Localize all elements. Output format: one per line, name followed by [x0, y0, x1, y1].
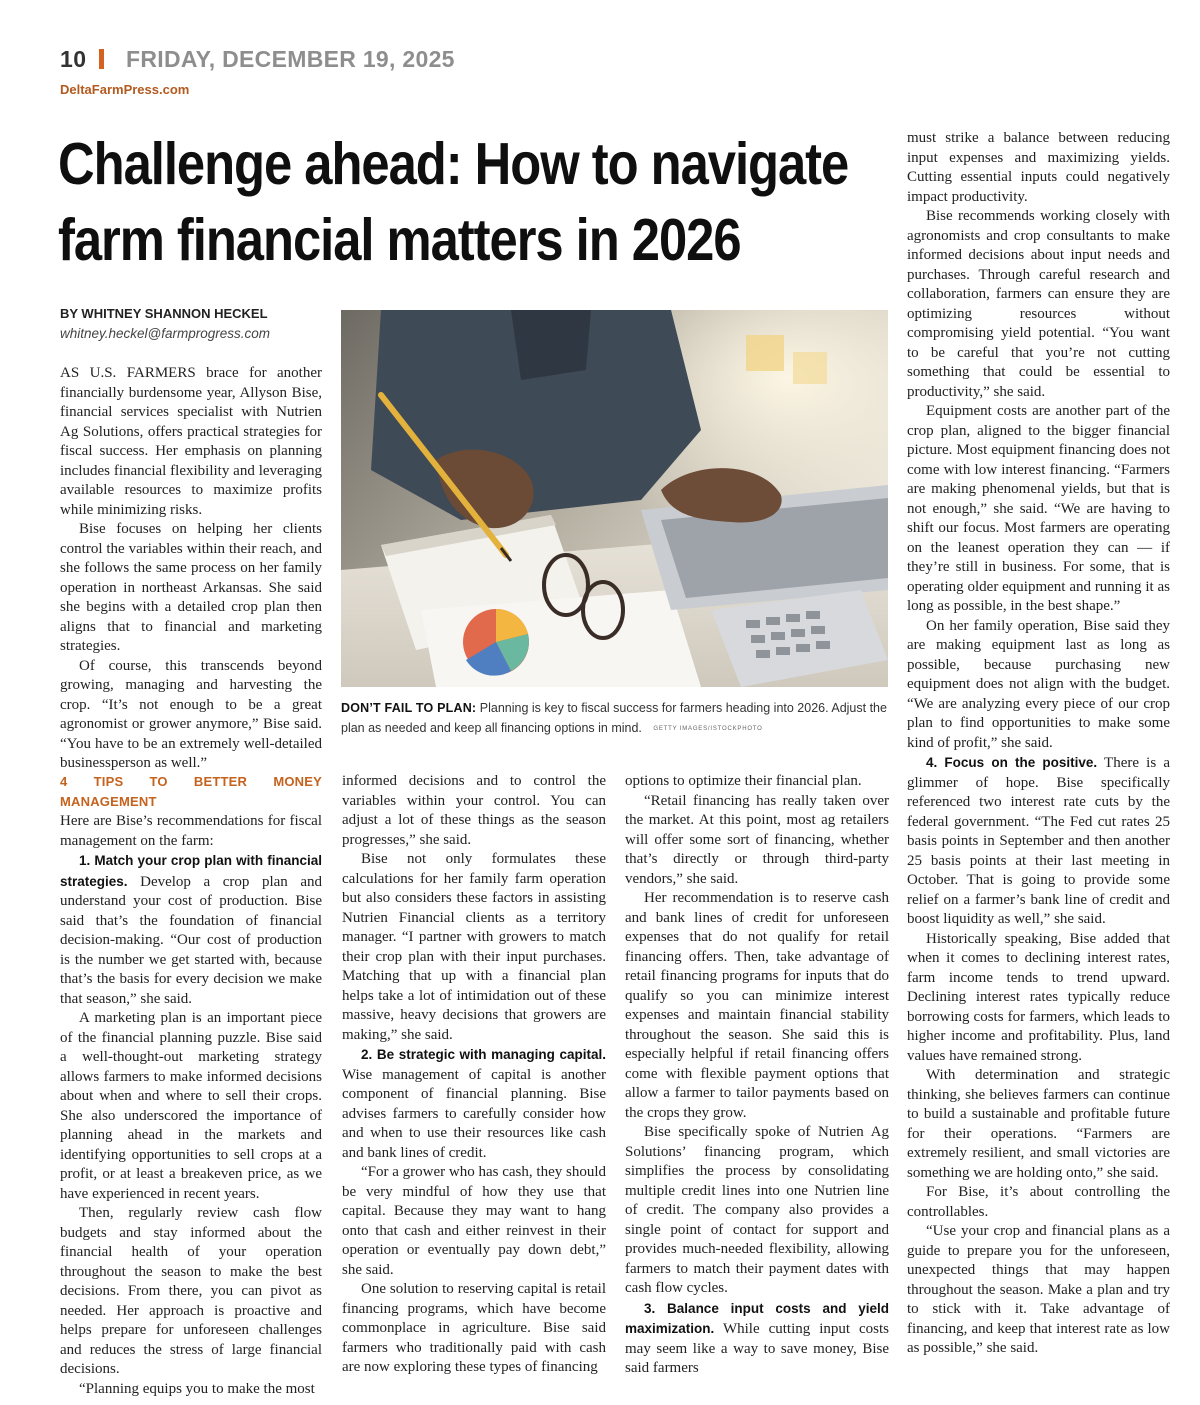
photo-credit: GETTY IMAGES/ISTOCKPHOTO	[653, 725, 763, 732]
headline: Challenge ahead: How to navigate farm financial matters in 2026	[58, 131, 849, 273]
photo-caption	[341, 698, 889, 739]
tip-2-heading: 2. Be strategic with managing capital.	[361, 1047, 606, 1062]
tip-4-text: There is a glimmer of hope. Bise specifically referenced two interest rate cuts by the federal government. “The Fed cut rates 25 basis points in September and then another 25 basis points at their last meeting in October. That is going to provide some relief on a farmer’s bank line of credit and boost liquidity as well,” she said.	[907, 755, 1170, 927]
paragraph: On her family operation, Bise said they are making equipment last as long as possible, because purchasing new equipment does not align with the budget. “We are analyzing every piece of our crop plan to find opportunities to make some kind of profit,” she said.	[907, 617, 1170, 751]
paragraph: For Bise, it’s about controlling the controllables.	[907, 1184, 1170, 1220]
paragraph: Of course, this transcends beyond growing, managing and harvesting the crop. “It’s not enough to be a great agronomist or grower anymore,” Bise said. “You have to be an extremely well-detailed businessperson as well.”	[60, 657, 322, 771]
paragraph: With determination and strategic thinking, she believes farmers can continue to build a sustainable and profitable future for their operations. “Farmers are extremely resilient, and small victories are something we are holding onto,” she said.	[907, 1067, 1170, 1181]
paragraph: informed decisions and to control the variables within your control. You can adjust a lot of these things as the season progresses,” she said.	[342, 773, 606, 848]
tip-2-text: Wise management of capital is another component of financial planning. Bise advises farmers to carefully consider how and when to use their resources like cash and bank lines of credit.	[342, 1066, 606, 1161]
paragraph: Bise specifically spoke of Nutrien Ag Solutions’ financing program, which simplifies the process by consolidating multiple credit lines into one Nutrien line of credit. The company also provides a single point of contact for support and provides much-needed flexibility, allowing farmers to match their payment dates with cash flow cycles.	[625, 1124, 889, 1296]
tip-3-text: While cutting input costs may seem like a way to save money, Bise said farmers	[625, 1321, 889, 1376]
page-number: 10	[60, 46, 87, 72]
paragraph: Historically speaking, Bise added that when it comes to declining interest rates, farm income tends to trend upward. Declining interest rates typically reduce borrowing costs for farmers, which leads to higher income and profitability. Plus, land values have remained strong.	[907, 930, 1170, 1064]
paragraph: “Retail financing has really taken over the market. At this point, most ag retailers will offer some sort of financing, whether that’s directly or through third-party vendors,” she said.	[625, 792, 889, 887]
article-intro	[60, 364, 322, 774]
caption-text: Planning is key to fiscal success for farmers heading into 2026. Adjust the plan as needed and keep all financing options in mind.	[341, 701, 887, 735]
byline-author: BY WHITNEY SHANNON HECKEL	[60, 306, 268, 321]
paragraph: “For a grower who has cash, they should be very mindful of how they use that capital. Because they may want to hang onto that cash and either reinvest in their operation or eventually pay down debt,” she said.	[342, 1164, 606, 1278]
tip-paragraph	[342, 1045, 606, 1163]
site-url[interactable]: DeltaFarmPress.com	[60, 82, 190, 97]
paragraph: A marketing plan is an important piece of the financial planning puzzle. Bise said a well-thought-out marketing strategy allows farmers to make informed decisions about when and where to sell their crops. She also underscored the importance of planning ahead in the markets and identifying opportunities to sell crops at a profit, or at least a breakeven price, as we have experienced in recent years.	[60, 1010, 322, 1202]
article-photo	[341, 310, 888, 687]
byline-email[interactable]: whitney.heckel@farmprogress.com	[60, 326, 271, 341]
article-column-3	[625, 772, 889, 1379]
tip-1-text: Develop a crop plan and understand your cost of production. Bise said that’s the foundation of financial decision-making. “Our cost of production is the number we get started with, because that’s the basis for every decision we make that season,” she said.	[60, 873, 322, 1007]
caption-lead: DON’T FAIL TO PLAN:	[341, 701, 477, 715]
tip-paragraph	[625, 1299, 889, 1379]
paragraph: Bise recommends working closely with agronomists and crop consultants to make informed decisions about input needs and purchases. Through careful research and collaboration, farmers can ensure they are optimizing resources without compromising yield potential. “You want to be careful that you’re not cutting something that could be essential to productivity,” she said.	[907, 208, 1170, 400]
tip-1-heading: 1. Match your crop plan with financial strategies.	[60, 853, 322, 889]
paragraph: One solution to reserving capital is retail financing programs, which have become commonplace in agriculture. Bise said farmers who traditionally paid with cash are now exploring these types of financing	[342, 1281, 606, 1375]
paragraph: Bise not only formulates these calculations for her family farm operation but also considers these factors in assisting Nutrien Financial clients as a territory manager. “I partner with growers to match their crop plan with their input purchases. Matching that up with a financial plan helps take a lot of intimidation out of these massive, heavy decisions that growers are making,” she said.	[342, 851, 606, 1043]
tip-paragraph	[60, 851, 322, 1009]
tip-paragraph	[907, 753, 1170, 930]
tip-3-heading: 3. Balance input costs and yield maximization.	[625, 1300, 889, 1336]
paragraph: Then, regularly review cash flow budgets and stay informed about the financial health of your operation throughout the season to make the best decisions. From there, you can pivot as needed. Her approach is proactive and helps prepare for unforeseen challenges and reduces the stress of large financial decisions.	[60, 1205, 322, 1377]
article-column-4	[907, 129, 1170, 1359]
paragraph: AS U.S. FARMERS brace for another financially burdensome year, Allyson Bise, financial services specialist with Nutrien Ag Solutions, offers practical strategies for fiscal success. Her emphasis on planning includes financial flexibility and leveraging available resources to maximize profits while minimizing risks.	[60, 365, 322, 518]
paragraph: must strike a balance between reducing input expenses and maximizing yields. Cutting essential inputs could negatively impact productivity.	[907, 130, 1170, 205]
article-column-1	[60, 772, 322, 1399]
paragraph: Here are Bise’s recommendations for fiscal management on the farm:	[60, 813, 322, 849]
issue-date: FRIDAY, DECEMBER 19, 2025	[126, 46, 455, 72]
paragraph: Her recommendation is to reserve cash and bank lines of credit for unforeseen expenses that do not qualify for retail financing offers. Then, take advantage of retail financing programs for inputs that do qualify so you can minimize interest expenses and maintain financial stability throughout the season. She said this is especially helpful if retail financing offers come with flexible payment options that allow a farmer to tailor payments based on the crops they grow.	[625, 890, 889, 1121]
paragraph: Equipment costs are another part of the crop plan, aligned to the bigger financial picture. Most equipment financing does not come with low interest financing. “Farmers are making phenomenal yields, but that is not enough,” she said. “We are having to shift our focus. Most farmers are operating on the leanest operation they can — if they’re still in business. For some, that is operating older equipment and running it as long as possible, in the best shape.”	[907, 403, 1170, 614]
paragraph: options to optimize their financial plan.	[625, 773, 862, 789]
paragraph: “Planning equips you to make the most	[79, 1380, 315, 1397]
paragraph: “Use your crop and financial plans as a guide to prepare you for the unforeseen, unexpected things that may happen throughout the season. Make a plan and try to stick with it. Take advantage of financing, and keep that interest rate as low as possible,” she said.	[907, 1223, 1170, 1356]
article-column-2	[342, 772, 606, 1378]
header-divider	[99, 49, 104, 69]
paragraph: Bise focuses on helping her clients control the variables within their reach, and she follows the same process on her family operation in northeast Arkansas. She said she begins with a detailed crop plan then aligns that to financial and marketing strategies.	[60, 521, 322, 654]
section-subhead: 4 TIPS TO BETTER MONEY MANAGEMENT	[60, 774, 322, 809]
tip-4-heading: 4. Focus on the positive.	[926, 755, 1098, 770]
